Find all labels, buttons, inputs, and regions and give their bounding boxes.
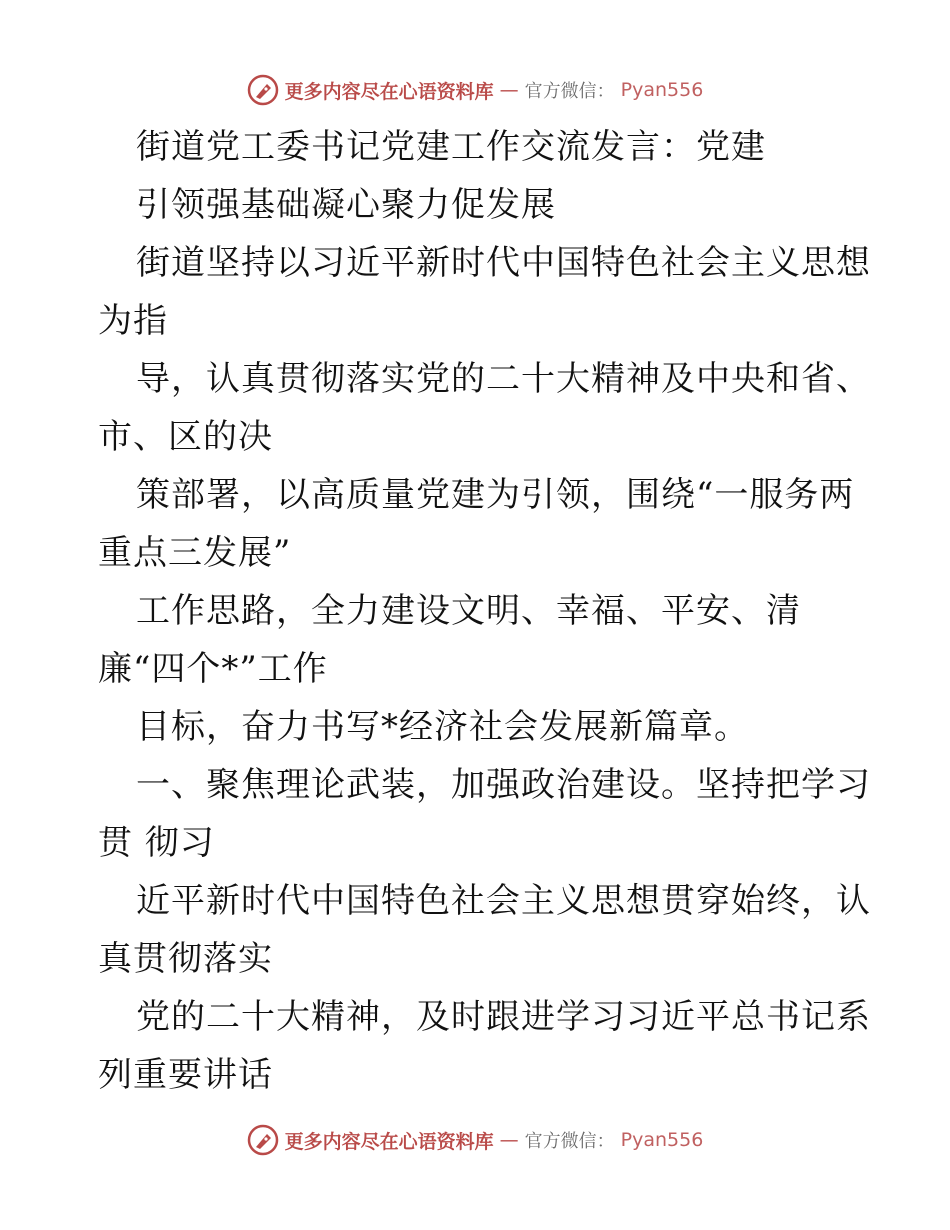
document-line: 列重要讲话	[98, 1055, 273, 1095]
document-line: 真贯彻落实	[98, 939, 273, 979]
document-line: 近平新时代中国特色社会主义思想贯穿始终，认	[136, 881, 871, 921]
watermark-dash: —	[499, 79, 519, 101]
document-line: 引领强基础凝心聚力促发展	[136, 185, 556, 225]
document-line: 目标，奋力书写*经济社会发展新篇章。	[136, 707, 749, 747]
document-body	[98, 118, 871, 1104]
watermark-footer	[0, 1120, 950, 1160]
watermark-text: 更多内容尽在心语资料库	[284, 1130, 494, 1153]
document-line: 为指	[98, 301, 168, 341]
document-line: 工作思路，全力建设文明、幸福、平安、清	[136, 591, 801, 631]
watermark-wechat-id: Pyan556	[620, 79, 704, 101]
document-line: 一、聚焦理论武装，加强政治建设。坚持把学习	[136, 765, 871, 805]
document-line: 街道党工委书记党建工作交流发言：党建	[136, 127, 766, 167]
pen-nib-logo-icon	[247, 74, 279, 106]
watermark-dash: —	[499, 1129, 519, 1151]
document-line: 市、区的决	[98, 417, 273, 457]
watermark-header	[0, 70, 950, 110]
document-line: 重点三发展”	[98, 533, 292, 573]
watermark-wechat-id: Pyan556	[620, 1129, 704, 1151]
document-line: 党的二十大精神，及时跟进学习习近平总书记系	[136, 997, 871, 1037]
pen-nib-logo-icon	[247, 1124, 279, 1156]
document-line: 贯 彻习	[98, 823, 215, 863]
document-line: 策部署，以高质量党建为引领，围绕“一服务两	[136, 475, 855, 515]
watermark-wechat-label: 官方微信：	[524, 1131, 615, 1152]
watermark-text: 更多内容尽在心语资料库	[284, 80, 494, 103]
document-line: 街道坚持以习近平新时代中国特色社会主义思想	[136, 243, 871, 283]
document-line: 廉“四个*”工作	[98, 649, 328, 689]
watermark-wechat-label: 官方微信：	[524, 81, 615, 102]
document-line: 导，认真贯彻落实党的二十大精神及中央和省、	[136, 359, 871, 399]
